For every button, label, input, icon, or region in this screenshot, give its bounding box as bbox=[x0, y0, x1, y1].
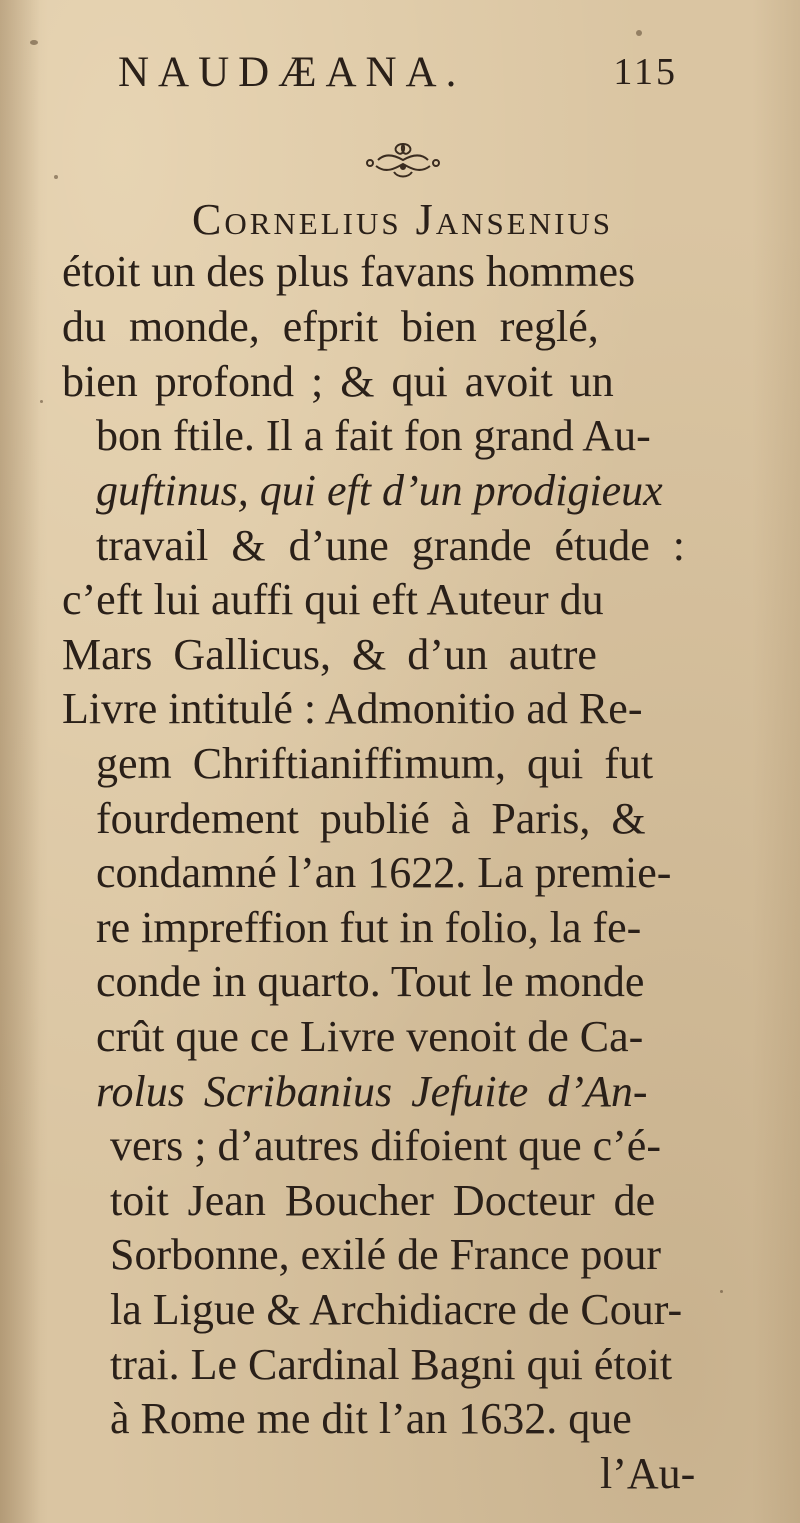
text-line: vers ; d’autres difoient que c’é- bbox=[110, 1121, 661, 1170]
text-line: condamné l’an 1622. La premie- bbox=[96, 848, 672, 897]
text-line: c’eft lui auffi qui eft Auteur du bbox=[62, 575, 604, 624]
text-line: à Rome me dit l’an 1632. que bbox=[110, 1394, 632, 1443]
text-line: re impreffion fut in folio, la fe- bbox=[96, 903, 642, 952]
page-number: 115 bbox=[613, 51, 678, 93]
text-line: Livre intitulé : Admonitio ad Re- bbox=[62, 684, 643, 733]
text-line: toit Jean Boucher Docteur de bbox=[110, 1176, 656, 1225]
text-line: trai. Le Cardinal Bagni qui étoit bbox=[110, 1340, 673, 1389]
text-line: Cornelius Jansenius bbox=[192, 195, 614, 244]
text-line: conde in quarto. Tout le monde bbox=[96, 957, 645, 1006]
text-line: du monde, efprit bien reglé, bbox=[62, 302, 599, 351]
text-line: rolus Scribanius Jefuite d’An- bbox=[96, 1067, 648, 1116]
text-line: bien profond ; & qui avoit un bbox=[62, 357, 614, 406]
running-title: NAUDÆANA. bbox=[118, 48, 466, 96]
text-line: gem Chriftianiffimum, qui fut bbox=[96, 739, 654, 788]
text-line: étoit un des plus favans hommes bbox=[62, 247, 636, 296]
text-line: crût que ce Livre venoit de Ca- bbox=[96, 1012, 644, 1061]
text-line: la Ligue & Archidiacre de Cour- bbox=[110, 1285, 683, 1334]
text-line: bon ftile. Il a fait fon grand Au- bbox=[96, 411, 651, 460]
text-line: travail & d’une grande étude : bbox=[96, 521, 686, 570]
text-line: fourdement publié à Paris, & bbox=[96, 794, 646, 843]
text-line: guftinus, qui eft d’un prodigieux bbox=[96, 466, 663, 515]
catchword: l’Au- bbox=[600, 1449, 696, 1498]
text-line: Sorbonne, exilé de France pour bbox=[110, 1230, 662, 1279]
text-line: Mars Gallicus, & d’un autre bbox=[62, 630, 597, 679]
